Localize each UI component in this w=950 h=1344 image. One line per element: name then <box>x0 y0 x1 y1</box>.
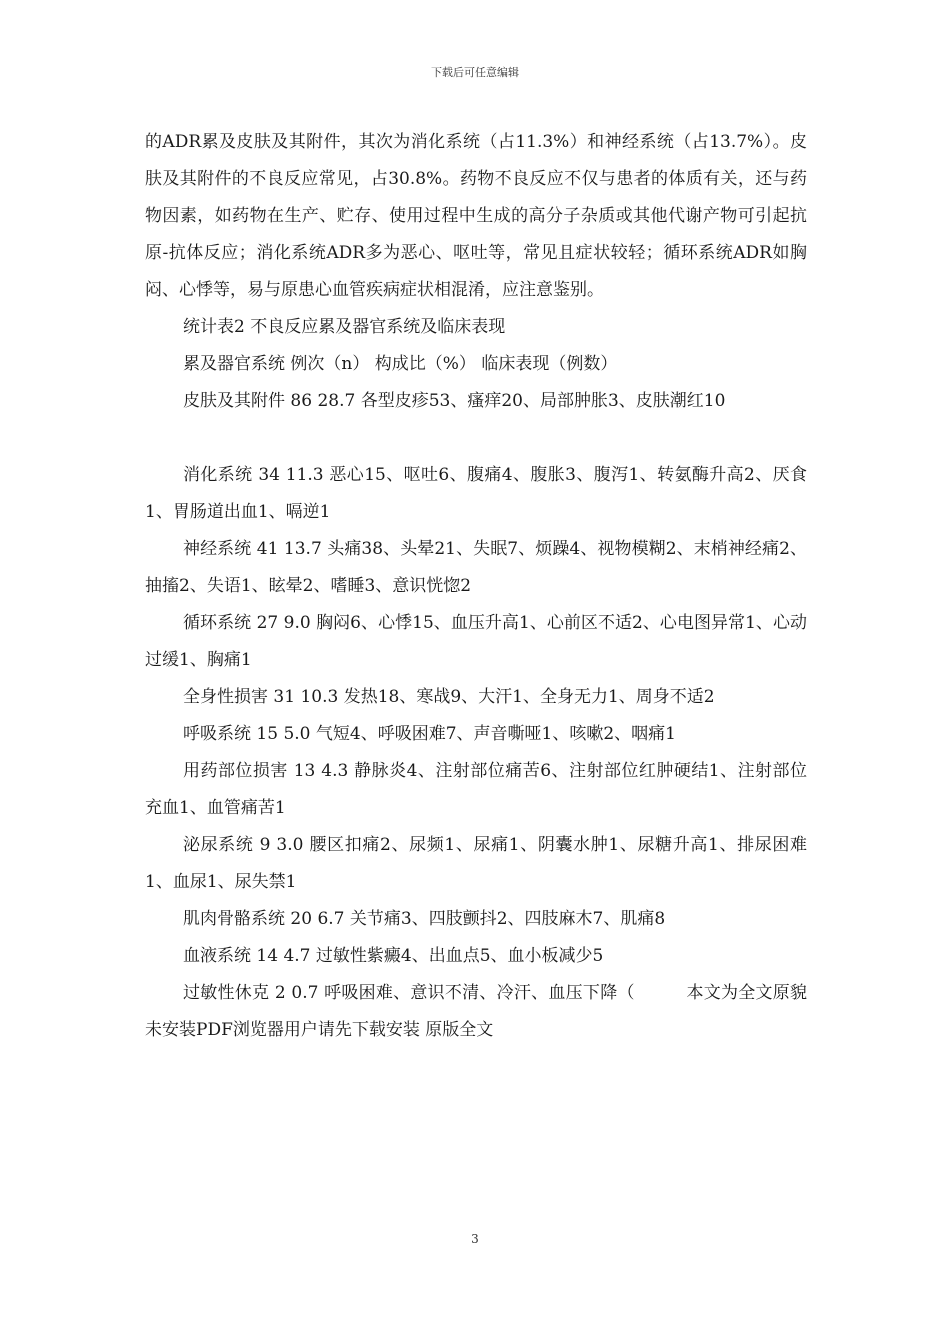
table-row: 肌肉骨骼系统 20 6.7 关节痛3、四肢颤抖2、四肢麻木7、肌痛8 <box>183 909 666 929</box>
table-row: 循环系统 27 9.0 胸闷6、心悸15、血压升高1、心前区不适2、心电图异常1、心动过缓1、胸痛1 <box>145 613 807 670</box>
table-row: 皮肤及其附件 86 28.7 各型皮疹53、瘙痒20、局部肿胀3、皮肤潮红10 <box>183 391 726 411</box>
page-number: 3 <box>471 1232 479 1246</box>
page-header: 下载后可任意编辑 <box>431 66 519 79</box>
body-paragraph: 的ADR累及皮肤及其附件，其次为消化系统（占11.3%）和神经系统（占13.7%）。皮肤及其附件的不良反应常见，占30.8%。药物不良反应不仅与患者的体质有关，还与药物因素，如药物在生产、贮存、使用过程中生成的高分子杂质或其他代谢产物可引起抗原-抗体反应；消化系统ADR多为恶心、呕吐等，常见且症状较轻；循环系统ADR如胸闷、心悸等，易与原患心血管疾病症状相混淆，应注意鉴别。 <box>145 132 807 300</box>
table-row: 全身性损害 31 10.3 发热18、寒战9、大汗1、全身无力1、周身不适2 <box>183 687 715 707</box>
table-row: 泌尿系统 9 3.0 腰区扣痛2、尿频1、尿痛1、阴囊水肿1、尿糖升高1、排尿困难1、血尿1、尿失禁1 <box>145 835 807 892</box>
table-header-row: 累及器官系统 例次（n） 构成比（%） 临床表现（例数） <box>183 354 618 374</box>
table-row: 消化系统 34 11.3 恶心15、呕吐6、腹痛4、腹胀3、腹泻1、转氨酶升高2、厌食1、胃肠道出血1、嗝逆1 <box>145 465 807 522</box>
table-row: 血液系统 14 4.7 过敏性紫癜4、出血点5、血小板减少5 <box>183 946 604 966</box>
table-row: 过敏性休克 2 0.7 呼吸困难、意识不清、冷汗、血压下降（ 本文为全文原貌 未安装PDF浏览器用户请先下载安装 原版全文 <box>145 983 807 1040</box>
table-caption: 统计表2 不良反应累及器官系统及临床表现 <box>183 317 506 337</box>
document-body <box>145 124 807 1049</box>
table-row: 用药部位损害 13 4.3 静脉炎4、注射部位痛苦6、注射部位红肿硬结1、注射部位充血1、血管痛苦1 <box>145 761 807 818</box>
spacer <box>145 420 807 457</box>
table-row: 呼吸系统 15 5.0 气短4、呼吸困难7、声音嘶哑1、咳嗽2、咽痛1 <box>183 724 676 744</box>
table-row: 神经系统 41 13.7 头痛38、头晕21、失眠7、烦躁4、视物模糊2、末梢神经痛2、抽搐2、失语1、眩晕2、嗜睡3、意识恍惚2 <box>145 539 807 596</box>
